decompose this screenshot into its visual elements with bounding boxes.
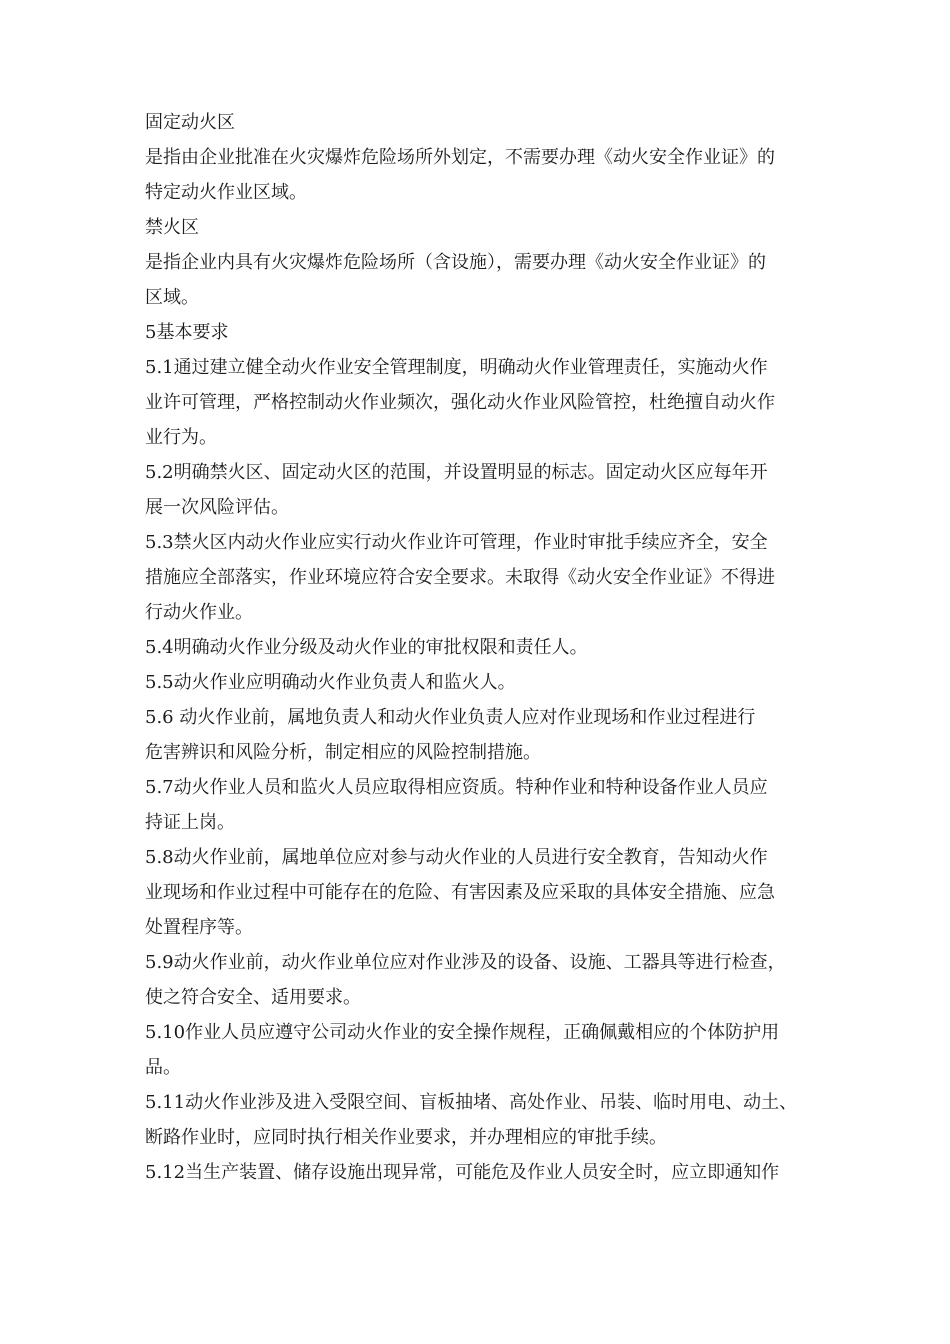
text-line: 5.11动火作业涉及进入受限空间、盲板抽堵、高处作业、吊装、临时用电、动土、 bbox=[145, 1092, 798, 1113]
section-heading-basic-requirements: 5基本要求 bbox=[145, 322, 229, 343]
text-line: 5.9动火作业前，动火作业单位应对作业涉及的设备、设施、工器具等进行检查， bbox=[145, 952, 786, 973]
text-line: 5.2明确禁火区、固定动火区的范围，并设置明显的标志。固定动火区应每年开 bbox=[145, 462, 768, 483]
text-line: 品。 bbox=[145, 1057, 181, 1078]
text-line: 使之符合安全、适用要求。 bbox=[145, 987, 361, 1008]
text-line: 5.12当生产装置、储存设施出现异常，可能危及作业人员安全时，应立即通知作 bbox=[145, 1162, 780, 1183]
text-line: 措施应全部落实，作业环境应符合安全要求。未取得《动火安全作业证》不得进 bbox=[145, 567, 775, 588]
text-line: 特定动火作业区域。 bbox=[145, 182, 307, 203]
text-line: 持证上岗。 bbox=[145, 812, 235, 833]
text-line: 5.10作业人员应遵守公司动火作业的安全操作规程，正确佩戴相应的个体防护用 bbox=[145, 1022, 780, 1043]
text-line: 5.5动火作业应明确动火作业负责人和监火人。 bbox=[145, 672, 516, 693]
text-line: 区域。 bbox=[145, 287, 199, 308]
section-heading-no-fire-zone: 禁火区 bbox=[145, 217, 199, 238]
text-line: 业许可管理，严格控制动火作业频次，强化动火作业风险管控，杜绝擅自动火作 bbox=[145, 392, 775, 413]
document-body bbox=[145, 105, 815, 1190]
text-line: 是指企业内具有火灾爆炸危险场所（含设施），需要办理《动火安全作业证》的 bbox=[145, 252, 766, 273]
text-line: 展一次风险评估。 bbox=[145, 497, 289, 518]
section-heading-fixed-hot-work-area: 固定动火区 bbox=[145, 112, 235, 133]
text-line: 5.7动火作业人员和监火人员应取得相应资质。特种作业和特种设备作业人员应 bbox=[145, 777, 768, 798]
text-line: 是指由企业批准在火灾爆炸危险场所外划定，不需要办理《动火安全作业证》的 bbox=[145, 147, 775, 168]
text-line: 业行为。 bbox=[145, 427, 217, 448]
text-line: 行动火作业。 bbox=[145, 602, 253, 623]
text-line: 危害辨识和风险分析，制定相应的风险控制措施。 bbox=[145, 742, 541, 763]
text-line: 断路作业时，应同时执行相关作业要求，并办理相应的审批手续。 bbox=[145, 1127, 667, 1148]
text-line: 5.8动火作业前，属地单位应对参与动火作业的人员进行安全教育，告知动火作 bbox=[145, 847, 768, 868]
text-line: 业现场和作业过程中可能存在的危险、有害因素及应采取的具体安全措施、应急 bbox=[145, 882, 775, 903]
text-line: 5.6 动火作业前，属地负责人和动火作业负责人应对作业现场和作业过程进行 bbox=[145, 707, 756, 728]
text-line: 5.4明确动火作业分级及动火作业的审批权限和责任人。 bbox=[145, 637, 588, 658]
text-line: 5.3禁火区内动火作业应实行动火作业许可管理，作业时审批手续应齐全，安全 bbox=[145, 532, 768, 553]
text-line: 5.1通过建立健全动火作业安全管理制度，明确动火作业管理责任，实施动火作 bbox=[145, 357, 768, 378]
text-line: 处置程序等。 bbox=[145, 917, 253, 938]
